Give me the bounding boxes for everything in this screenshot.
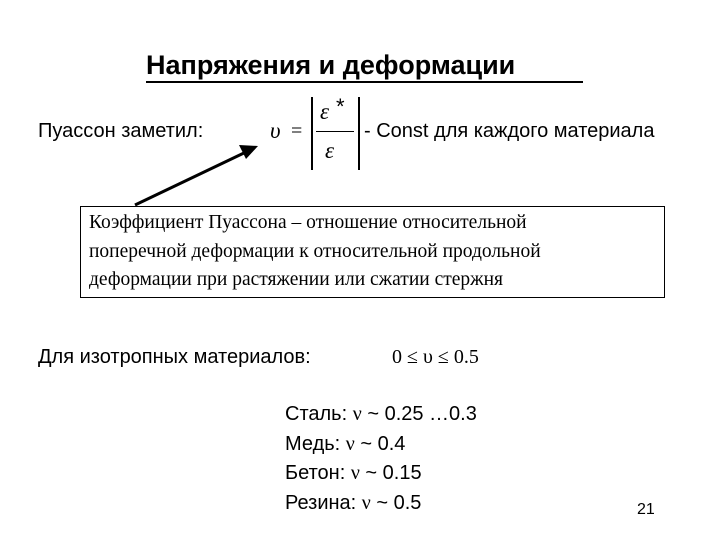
material-item: [285, 400, 477, 430]
material-name: Сталь:: [285, 403, 348, 425]
nu-symbol: ν: [345, 432, 355, 455]
material-name: Бетон:: [285, 462, 346, 484]
material-value: ~ 0.4: [360, 432, 406, 455]
formula-denominator: ε: [325, 138, 335, 163]
page-number: 21: [637, 501, 655, 518]
formula-star: *: [336, 94, 345, 119]
formula-numerator: ε: [320, 99, 330, 124]
material-item: [285, 430, 477, 460]
formula-equals: =: [291, 120, 303, 142]
range-formula: 0 ≤ υ ≤ 0.5: [392, 346, 479, 368]
definition-box: [80, 206, 665, 298]
isotropic-text: Для изотропных материалов:: [38, 346, 311, 368]
material-value: ~ 0.25 …0.3: [367, 403, 477, 425]
arrow-line: [135, 152, 246, 205]
const-text: - Const для каждого материала: [364, 120, 655, 142]
definition-line: Коэффициент Пуассона – отношение относительной: [89, 212, 527, 233]
slide-title: Напряжения и деформации: [146, 50, 516, 80]
formula-lhs: υ: [270, 118, 281, 143]
intro-text: Пуассон заметил:: [38, 120, 204, 142]
nu-symbol: ν: [361, 491, 371, 514]
material-value: ~ 0.5: [376, 491, 422, 514]
nu-symbol: ν: [352, 403, 362, 425]
material-item: [285, 459, 477, 489]
definition-line: деформации при растяжении или сжатии стержня: [89, 269, 504, 290]
materials-list: [285, 400, 477, 518]
arrow-head: [239, 145, 258, 159]
nu-symbol: ν: [350, 462, 360, 484]
definition-line: поперечной деформации к относительной продольной: [89, 240, 541, 262]
material-item: [285, 489, 477, 519]
material-value: ~ 0.15: [365, 462, 422, 484]
material-name: Медь:: [285, 432, 341, 455]
material-name: Резина:: [285, 491, 357, 514]
